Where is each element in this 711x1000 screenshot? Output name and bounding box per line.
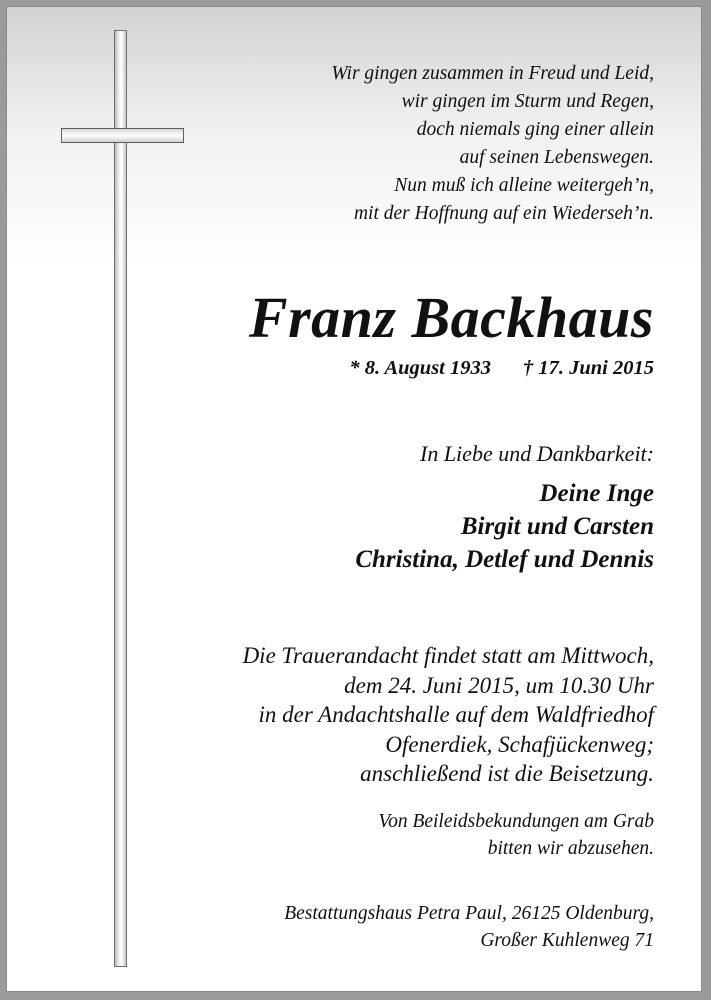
service-line: dem 24. Juni 2015, um 10.30 Uhr <box>344 672 654 698</box>
funeral-service-info <box>243 641 654 789</box>
undertaker-line: Großer Kuhlenweg 71 <box>480 930 654 951</box>
service-line: Die Trauerandacht findet statt am Mittwoch, <box>242 643 654 668</box>
undertaker-address <box>284 900 654 954</box>
memorial-poem <box>331 60 654 228</box>
service-line: anschließend ist die Beisetzung. <box>360 761 654 786</box>
death-date: † 17. Juni 2015 <box>523 357 654 379</box>
poem-line: Nun muß ich alleine weitergeh’n, <box>394 175 654 196</box>
mourners-intro: In Liebe und Dankbarkeit: <box>420 441 654 466</box>
poem-line: Wir gingen zusammen in Freud und Leid, <box>331 63 654 84</box>
poem-line: auf seinen Lebenswegen. <box>459 147 654 168</box>
condolences-line: Von Beileidsbekundungen am Grab <box>378 811 654 832</box>
deceased-name: Franz Backhaus <box>248 285 654 350</box>
life-dates <box>349 354 654 382</box>
poem-line: mit der Hoffnung auf ein Wiederseh’n. <box>353 203 654 224</box>
cross-icon-vertical-beam <box>114 30 127 967</box>
poem-line: doch niemals ging einer allein <box>416 119 654 140</box>
undertaker-line: Bestattungshaus Petra Paul, 26125 Oldenburg, <box>284 903 654 924</box>
mourner-name: Birgit und Carsten <box>460 513 654 540</box>
service-line: in der Andachtshalle auf dem Waldfriedhof <box>258 702 654 727</box>
condolences-note <box>378 808 654 862</box>
condolences-line: bitten wir abzusehen. <box>487 838 654 859</box>
mourner-name: Deine Inge <box>539 480 654 507</box>
poem-line: wir gingen im Sturm und Regen, <box>401 91 654 112</box>
mourner-name: Christina, Detlef und Dennis <box>355 546 654 573</box>
birth-date: * 8. August 1933 <box>349 357 491 379</box>
cross-icon-horizontal-beam <box>61 128 184 143</box>
mourners-list <box>355 477 654 576</box>
service-line: Ofenerdiek, Schafjückenweg; <box>385 731 654 757</box>
